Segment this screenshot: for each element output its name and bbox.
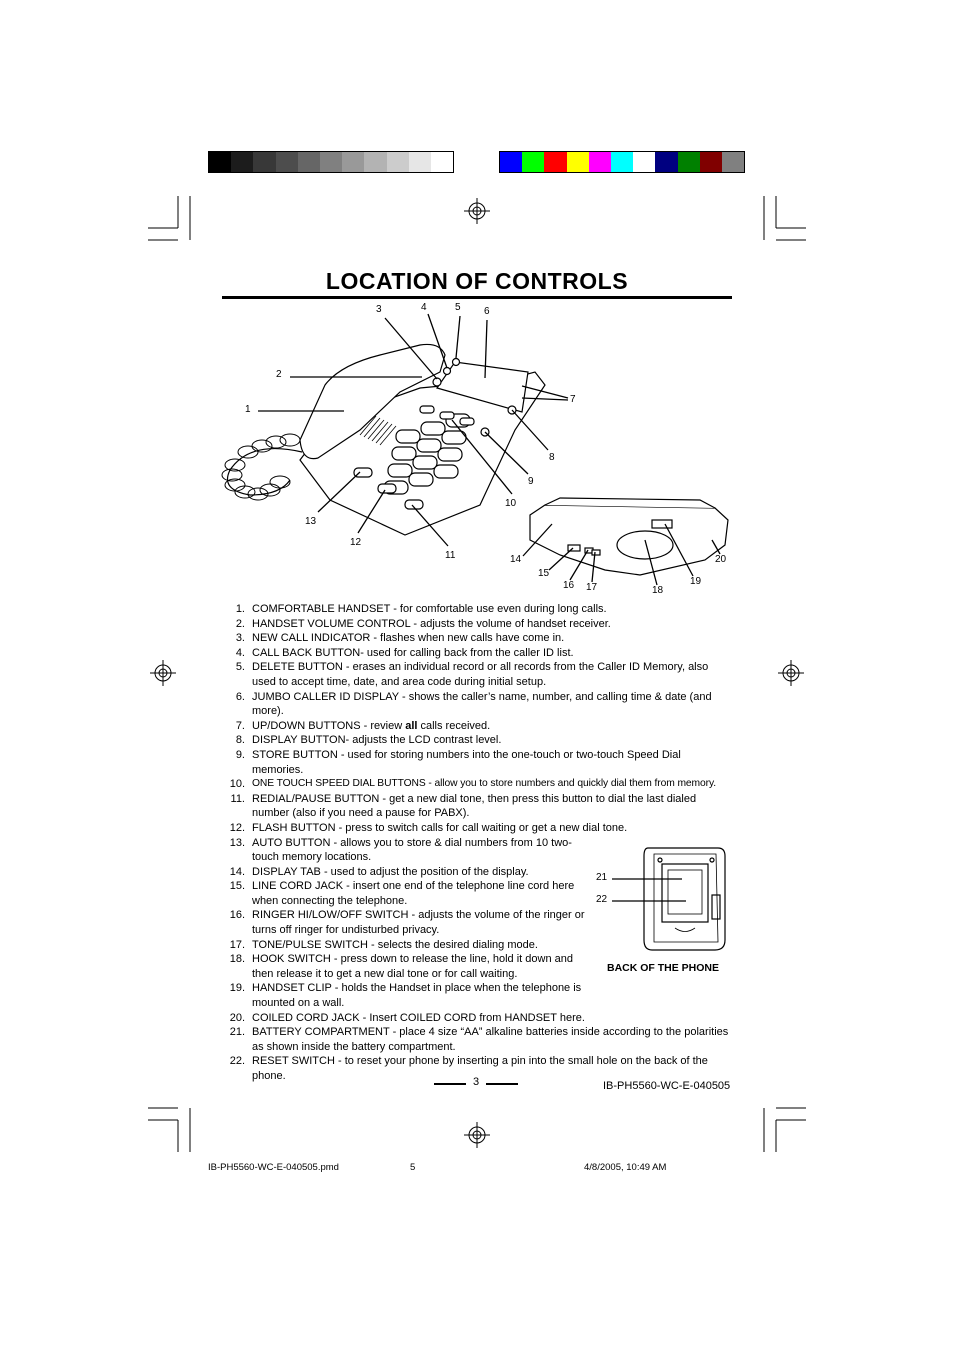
back-of-phone-caption: BACK OF THE PHONE [607,962,720,974]
list-item: 21. BATTERY COMPARTMENT - place 4 size “AA” alkaline batteries inside according to the polarities as shown inside the battery compartment. [229,1026,729,1053]
callout-15: 15 [538,568,550,579]
callout-5: 5 [455,302,461,313]
list-item: 19. HANDSET CLIP - holds the Handset in place when the telephone is mounted on a wall. [229,982,582,1010]
list-item: 9. STORE BUTTON - used for storing numbers into the one-touch or two-touch Speed Dial memories. [235,748,681,776]
page-title: LOCATION OF CONTROLS [325,268,629,294]
list-item: 7. UP/DOWN BUTTONS - review all calls received. [235,719,491,732]
list-item: 10. ONE TOUCH SPEED DIAL BUTTONS - allow you to store numbers and quickly dial them from memory. [229,778,717,791]
callout-18: 18 [652,585,664,596]
callout-22: 22 [596,894,608,905]
telephone-diagram [0,0,954,600]
list-item: 2. HANDSET VOLUME CONTROL - adjusts the volume of handset receiver. [235,617,611,630]
callout-7: 7 [570,394,576,405]
page-number-rule-left [434,1083,466,1085]
print-timestamp: 4/8/2005, 10:49 AM [584,1162,667,1173]
list-item: 1. COMFORTABLE HANDSET - for comfortable use even during long calls. [235,603,607,615]
list-item: 13. AUTO BUTTON - allows you to store & dial numbers from 10 two-touch memory locations. [229,836,572,864]
callout-19: 19 [690,576,702,587]
callout-12: 12 [350,537,362,548]
page-number-rule-right [486,1083,518,1085]
callout-14: 14 [510,554,522,565]
callout-17: 17 [586,582,598,593]
sheet-number: 5 [410,1162,416,1173]
callout-20: 20 [715,554,727,565]
list-item: 15. LINE CORD JACK - insert one end of the telephone line cord here when connecting the telephone. [229,880,575,907]
list-item: 18. HOOK SWITCH - press down to release the line, hold it down and then release it to get a new dial tone or for call waiting. [229,953,573,980]
list-item: 14. DISPLAY TAB - used to adjust the position of the display. [229,865,529,878]
list-item: 5. DELETE BUTTON - erases an individual record or all records from the Caller ID Memory, also used to accept time, date, and area code during initial setup. [235,661,709,688]
list-item: 17. TONE/PULSE SWITCH - selects the desired dialing mode. [229,938,538,951]
list-item: 6. JUMBO CALLER ID DISPLAY - shows the caller’s name, number, and calling time & date (and more). [235,690,712,718]
list-item: 4. CALL BACK BUTTON- used for calling back from the caller ID list. [235,646,574,659]
list-item: 8. DISPLAY BUTTON- adjusts the LCD contrast level. [235,734,502,747]
page-number: 3 [473,1076,480,1088]
callout-16: 16 [563,580,575,591]
list-item: 3. NEW CALL INDICATOR - flashes when new calls have come in. [235,632,565,645]
doc-code: IB-PH5560-WC-E-040505 [603,1080,731,1092]
callout-3: 3 [376,304,382,315]
callout-11: 11 [445,550,456,561]
list-item: 20. COILED CORD JACK - Insert COILED CORD from HANDSET here. [229,1011,585,1024]
list-item: 12. FLASH BUTTON - press to switch calls for call waiting or get a new dial tone. [229,821,628,834]
file-name: IB-PH5560-WC-E-040505.pmd [208,1162,339,1173]
callout-1: 1 [245,404,251,415]
callout-9: 9 [528,476,534,487]
back-of-phone-diagram [600,840,735,960]
callout-6: 6 [484,306,490,317]
callout-21: 21 [596,872,608,883]
list-item: 16. RINGER HI/LOW/OFF SWITCH - adjusts the volume of the ringer or turns off ringer for undisturbed privacy. [229,909,585,937]
callout-8: 8 [549,452,555,463]
callout-10: 10 [505,498,517,509]
list-item: 22. RESET SWITCH - to reset your phone by inserting a pin into the small hole on the back of the phone. [229,1055,708,1082]
callout-4: 4 [421,302,427,313]
callout-2: 2 [276,369,282,380]
callout-13: 13 [305,516,317,527]
list-item: 11. REDIAL/PAUSE BUTTON - get a new dial tone, then press this button to dial the last dialed number (also if you need a pause for PABX). [230,792,697,820]
